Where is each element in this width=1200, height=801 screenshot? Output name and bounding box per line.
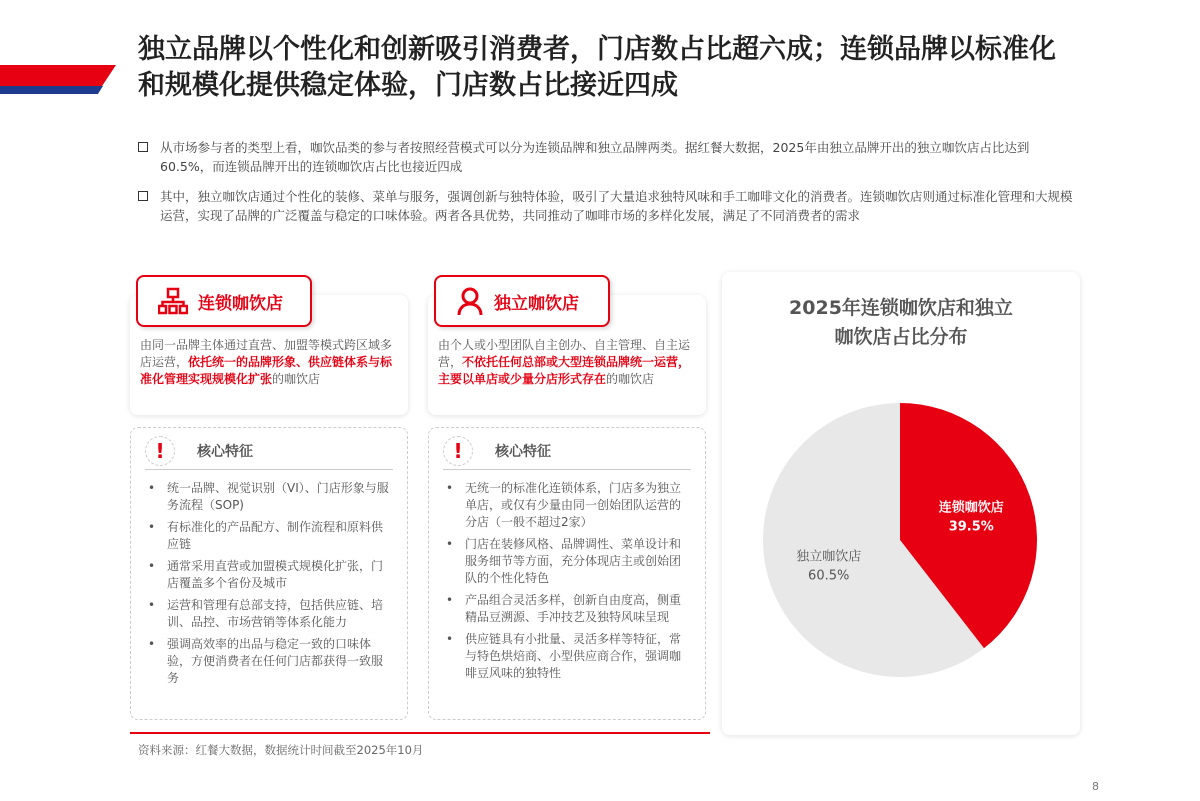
page-title: 独立品牌以个性化和创新吸引消费者，门店数占比超六成；连锁品牌以标准化和规模化提供稳定体验，门店数占比接近四成 — [138, 34, 1056, 101]
header-band-red — [0, 65, 116, 86]
source-note: 资料来源：红餐大数据，数据统计时间截至2025年10月 — [138, 743, 424, 757]
pie-chart-card — [722, 272, 1080, 735]
feature-item: • 产品组合灵活多样，创新自由度高，侧重精品豆溯源、手冲技艺及独特风味呈现 — [443, 592, 691, 626]
feature-item: • 强调高效率的出品与稳定一致的口味体验，方便消费者在任何门店都获得一致服务 — [145, 636, 393, 687]
slice-value-label: 60.5% — [808, 568, 850, 584]
desc-highlight: 不依托任何总部或大型连锁品牌统一运营，主要以单店或少量分店形式存在 — [438, 355, 691, 386]
feature-item: • 统一品牌、视觉识别（VI）、门店形象与服务流程（SOP) — [145, 480, 393, 514]
slice-value-label: 39.5% — [948, 519, 994, 535]
pie-chart — [722, 272, 1080, 735]
chain-features-box — [130, 427, 408, 720]
chain-store-header — [136, 275, 312, 327]
feature-item: • 门店在装修风格、品牌调性、菜单设计和服务细节等方面，充分体现店主或创始团队的个性化特色 — [443, 536, 691, 587]
independent-store-label: 独立咖饮店 — [494, 293, 579, 314]
person-icon — [456, 286, 484, 316]
features-title: 核心特征 — [495, 443, 551, 460]
feature-item: • 无统一的标准化连锁体系，门店多为独立单店，或仅有少量由同一创始团队运营的分店（一般不超过2家） — [443, 480, 691, 531]
independent-features-box — [428, 427, 706, 720]
chart-title: 2025年连锁咖饮店和独立咖饮店占比分布 — [789, 297, 1013, 348]
desc-highlight: 依托统一的品牌形象、供应链体系与标准化管理实现规模化扩张 — [140, 355, 393, 386]
slice-name-label: 独立咖饮店 — [796, 549, 862, 565]
exclamation-icon: ! — [145, 436, 175, 466]
bullet-item — [138, 138, 1073, 176]
desc-text: 的咖饮店 — [606, 372, 655, 386]
bullet-item — [138, 187, 1073, 225]
divider-line — [130, 732, 710, 734]
desc-text: 由同一品牌主体通过直营、加盟等模式跨区域多店运营， — [140, 338, 393, 369]
header-band-blue — [0, 86, 103, 94]
feature-item: • 供应链具有小批量、灵活多样等特征，常与特色烘焙商、小型供应商合作，强调咖啡豆风味的独特性 — [443, 631, 691, 682]
feature-item: • 有标准化的产品配方、制作流程和原料供应链 — [145, 519, 393, 553]
feature-item: • 通常采用直营或加盟模式规模化扩张，门店覆盖多个省份及城市 — [145, 558, 393, 592]
square-bullet-icon — [138, 142, 148, 152]
chain-store-label: 连锁咖饮店 — [198, 293, 283, 314]
independent-store-header — [434, 275, 610, 327]
feature-item: • 运营和管理有总部支持，包括供应链、培训、品控、市场营销等体系化能力 — [145, 597, 393, 631]
desc-text: 由个人或小型团队自主创办、自主管理、自主运营， — [438, 338, 691, 369]
slice-name-label: 连锁咖饮店 — [938, 500, 1004, 516]
intro-bullets — [138, 138, 1073, 236]
bullet-text: 其中，独立咖饮店通过个性化的装修、菜单与服务，强调创新与独特体验，吸引了大量追求独特风味和手工咖啡文化的消费者。连锁咖饮店则通过标准化管理和大规模运营，实现了品牌的广泛覆盖与稳定的口味体验。两者各具优势，共同推动了咖啡市场的多样化发展，满足了不同消费者的需求 — [160, 189, 1073, 223]
bullet-text: 从市场参与者的类型上看，咖饮品类的参与者按照经营模式可以分为连锁品牌和独立品牌两类。据红餐大数据，2025年由独立品牌开出的独立咖饮店占比达到60.5%，而连锁品牌开出的连锁咖饮店占比也接近四成 — [160, 140, 1030, 174]
desc-text: 的咖饮店 — [272, 372, 321, 386]
exclamation-icon: ! — [443, 436, 473, 466]
org-chart-icon — [158, 287, 188, 315]
square-bullet-icon — [138, 191, 148, 201]
page-number: 8 — [1092, 780, 1099, 793]
features-title: 核心特征 — [197, 443, 253, 460]
independent-store-column — [428, 275, 708, 720]
chain-store-column — [130, 275, 410, 720]
